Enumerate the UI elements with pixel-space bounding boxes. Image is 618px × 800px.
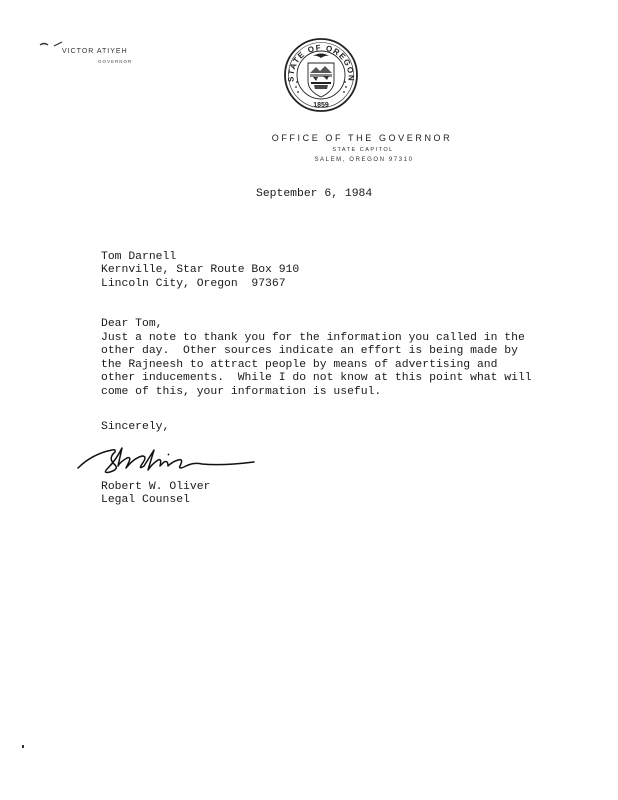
body-line: the Rajneesh to attract people by means of advertising and (101, 358, 498, 371)
recipient-street: Kernville, Star Route Box 910 (101, 264, 300, 277)
recipient-city: Lincoln City, Oregon 97367 (101, 277, 286, 290)
body-line: Just a note to thank you for the information you called in the (101, 332, 525, 344)
recipient-name: Tom Darnell (101, 251, 177, 263)
body-line: other inducements. While I do not know at this point what will (101, 372, 532, 385)
handwritten-signature (72, 436, 262, 485)
seal-lettering (283, 37, 359, 113)
recipient-address (101, 251, 299, 291)
signer-name: Robert W. Oliver (101, 481, 211, 493)
office-building: STATE CAPITOL (332, 147, 394, 153)
signer-title: Legal Counsel (101, 494, 190, 507)
governor-title: GOVERNOR (98, 59, 133, 64)
body-line: other day. Other sources indicate an effort is being made by (101, 345, 518, 358)
svg-text:STATE OF OREGON (286, 43, 355, 82)
seal-text-top: STATE OF OREGON (286, 43, 356, 83)
office-city: SALEM, OREGON 97310 (314, 157, 414, 163)
salutation: Dear Tom, (101, 318, 163, 330)
governor-name: VICTOR ATIYEH (62, 48, 128, 55)
office-heading: OFFICE OF THE GOVERNOR (271, 133, 453, 143)
scan-speck (22, 745, 24, 748)
body-line: come of this, your information is useful. (101, 385, 382, 398)
letter-date: September 6, 1984 (256, 188, 373, 200)
signer-block (101, 481, 210, 508)
seal-year: 1859 (313, 102, 329, 109)
closing: Sincerely, (101, 421, 170, 433)
letter-body (101, 332, 532, 399)
